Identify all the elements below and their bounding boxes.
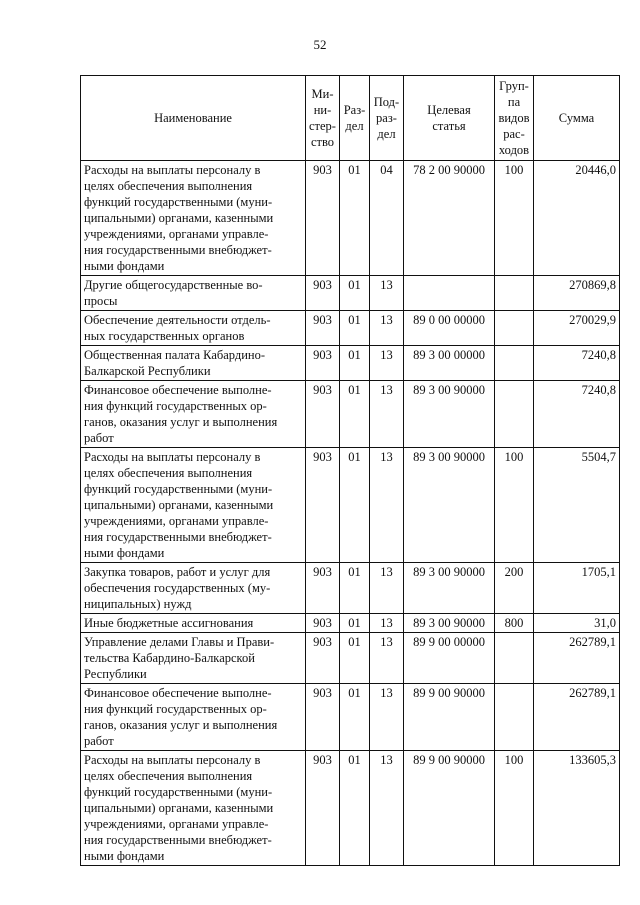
row-expense-group: 100 bbox=[495, 448, 534, 563]
row-name: Управление делами Главы и Прави- тельства Кабардино-Балкарской Республики bbox=[81, 633, 306, 684]
row-target: 89 9 00 90000 bbox=[404, 751, 495, 866]
row-name: Обеспечение деятельности отдель- ных государственных органов bbox=[81, 311, 306, 346]
row-ministry: 903 bbox=[306, 381, 340, 448]
row-ministry: 903 bbox=[306, 563, 340, 614]
row-amount: 7240,8 bbox=[534, 346, 620, 381]
row-subsection: 13 bbox=[370, 311, 404, 346]
row-subsection: 04 bbox=[370, 161, 404, 276]
row-name: Закупка товаров, работ и услуг для обеспечения государственных (му- ниципальных) нужд bbox=[81, 563, 306, 614]
header-expense-group: Груп- па видов рас- ходов bbox=[495, 76, 534, 161]
row-subsection: 13 bbox=[370, 633, 404, 684]
header-target: Целевая статья bbox=[404, 76, 495, 161]
row-ministry: 903 bbox=[306, 633, 340, 684]
row-expense-group bbox=[495, 684, 534, 751]
table-row bbox=[81, 346, 620, 381]
row-name: Расходы на выплаты персоналу в целях обеспечения выполнения функций государственными (муни- ципальными) органами, казенными учреждениями, органами управле- ния государственными внебюджет- ными фондами bbox=[81, 161, 306, 276]
row-amount: 5504,7 bbox=[534, 448, 620, 563]
table-header-row bbox=[81, 76, 620, 161]
table-row bbox=[81, 614, 620, 633]
row-target: 89 3 00 90000 bbox=[404, 381, 495, 448]
row-amount: 270029,9 bbox=[534, 311, 620, 346]
table-row bbox=[81, 684, 620, 751]
page-number: 52 bbox=[313, 37, 327, 52]
row-name: Другие общегосударственные во- просы bbox=[81, 276, 306, 311]
header-amount: Сумма bbox=[534, 76, 620, 161]
row-target: 89 0 00 00000 bbox=[404, 311, 495, 346]
row-ministry: 903 bbox=[306, 448, 340, 563]
row-ministry: 903 bbox=[306, 751, 340, 866]
row-section: 01 bbox=[340, 563, 370, 614]
row-amount: 20446,0 bbox=[534, 161, 620, 276]
row-ministry: 903 bbox=[306, 346, 340, 381]
row-section: 01 bbox=[340, 346, 370, 381]
header-section: Раз- дел bbox=[340, 76, 370, 161]
row-expense-group bbox=[495, 633, 534, 684]
row-subsection: 13 bbox=[370, 346, 404, 381]
row-name: Общественная палата Кабардино- Балкарской Республики bbox=[81, 346, 306, 381]
row-ministry: 903 bbox=[306, 614, 340, 633]
row-expense-group: 100 bbox=[495, 161, 534, 276]
row-subsection: 13 bbox=[370, 684, 404, 751]
budget-table bbox=[80, 75, 620, 866]
row-ministry: 903 bbox=[306, 161, 340, 276]
row-amount: 262789,1 bbox=[534, 684, 620, 751]
row-section: 01 bbox=[340, 161, 370, 276]
table-row bbox=[81, 633, 620, 684]
row-name: Расходы на выплаты персоналу в целях обеспечения выполнения функций государственными (муни- ципальными) органами, казенными учреждениями, органами управле- ния государственными внебюджет- ными фондами bbox=[81, 751, 306, 866]
row-section: 01 bbox=[340, 448, 370, 563]
row-amount: 133605,3 bbox=[534, 751, 620, 866]
row-expense-group bbox=[495, 311, 534, 346]
row-target: 89 3 00 00000 bbox=[404, 346, 495, 381]
header-subsection: Под- раз- дел bbox=[370, 76, 404, 161]
row-ministry: 903 bbox=[306, 684, 340, 751]
row-subsection: 13 bbox=[370, 563, 404, 614]
row-section: 01 bbox=[340, 614, 370, 633]
row-amount: 270869,8 bbox=[534, 276, 620, 311]
row-expense-group: 800 bbox=[495, 614, 534, 633]
row-name: Расходы на выплаты персоналу в целях обеспечения выполнения функций государственными (муни- ципальными) органами, казенными учреждениями, органами управле- ния государственными внебюджет- ными фондами bbox=[81, 448, 306, 563]
row-subsection: 13 bbox=[370, 751, 404, 866]
row-target: 89 9 00 00000 bbox=[404, 633, 495, 684]
row-ministry: 903 bbox=[306, 311, 340, 346]
row-amount: 7240,8 bbox=[534, 381, 620, 448]
row-section: 01 bbox=[340, 381, 370, 448]
row-subsection: 13 bbox=[370, 381, 404, 448]
table-row bbox=[81, 563, 620, 614]
row-subsection: 13 bbox=[370, 276, 404, 311]
header-name: Наименование bbox=[81, 76, 306, 161]
row-amount: 262789,1 bbox=[534, 633, 620, 684]
row-amount: 1705,1 bbox=[534, 563, 620, 614]
header-ministry: Ми- ни- стер- ство bbox=[306, 76, 340, 161]
row-subsection: 13 bbox=[370, 614, 404, 633]
row-target: 89 3 00 90000 bbox=[404, 614, 495, 633]
row-ministry: 903 bbox=[306, 276, 340, 311]
row-section: 01 bbox=[340, 684, 370, 751]
row-expense-group bbox=[495, 276, 534, 311]
row-name: Иные бюджетные ассигнования bbox=[81, 614, 306, 633]
row-target: 78 2 00 90000 bbox=[404, 161, 495, 276]
row-section: 01 bbox=[340, 751, 370, 866]
table-row bbox=[81, 448, 620, 563]
row-amount: 31,0 bbox=[534, 614, 620, 633]
table-row bbox=[81, 381, 620, 448]
row-target: 89 9 00 90000 bbox=[404, 684, 495, 751]
row-expense-group: 100 bbox=[495, 751, 534, 866]
table-row bbox=[81, 276, 620, 311]
row-name: Финансовое обеспечение выполне- ния функций государственных ор- ганов, оказания услуг и выполнения работ bbox=[81, 381, 306, 448]
row-target: 89 3 00 90000 bbox=[404, 448, 495, 563]
row-subsection: 13 bbox=[370, 448, 404, 563]
row-section: 01 bbox=[340, 311, 370, 346]
row-section: 01 bbox=[340, 276, 370, 311]
row-expense-group bbox=[495, 346, 534, 381]
row-expense-group bbox=[495, 381, 534, 448]
table-row bbox=[81, 751, 620, 866]
table-row bbox=[81, 311, 620, 346]
table-row bbox=[81, 161, 620, 276]
row-target: 89 3 00 90000 bbox=[404, 563, 495, 614]
row-name: Финансовое обеспечение выполне- ния функций государственных ор- ганов, оказания услуг и выполнения работ bbox=[81, 684, 306, 751]
row-section: 01 bbox=[340, 633, 370, 684]
row-expense-group: 200 bbox=[495, 563, 534, 614]
row-target bbox=[404, 276, 495, 311]
